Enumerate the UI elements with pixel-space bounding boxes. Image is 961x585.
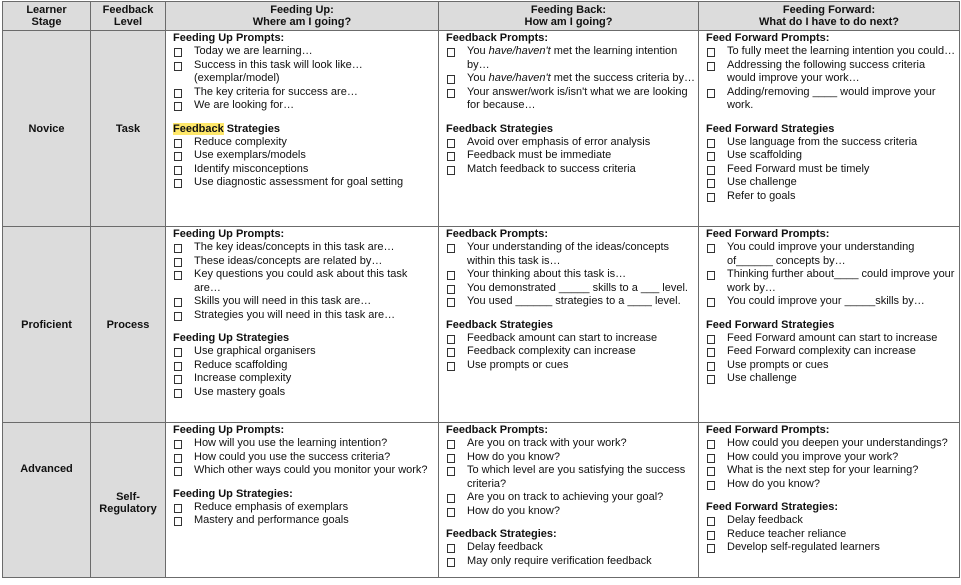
list-item: Are you on track to achieving your goal? bbox=[446, 491, 695, 505]
cell-feeding-up bbox=[166, 227, 439, 423]
list-item: Are you on track with your work? bbox=[446, 437, 695, 451]
list-item: Delay feedback bbox=[706, 514, 956, 528]
strategies-heading: Feed Forward Strategies bbox=[706, 122, 835, 135]
stage-novice: Novice bbox=[3, 31, 91, 227]
strategies-heading: Feeding Up Strategies: bbox=[173, 487, 293, 500]
list-item: These ideas/concepts are related by… bbox=[173, 255, 435, 269]
cell-feeding-back bbox=[439, 31, 699, 227]
list-item: Feedback must be immediate bbox=[446, 149, 695, 163]
list-item: You could improve your _____skills by… bbox=[706, 295, 956, 309]
strategies-heading: Feedback Strategies: bbox=[446, 528, 557, 540]
prompts-heading: Feeding Up Prompts: bbox=[173, 424, 285, 436]
prompts-heading: Feeding Up Prompts: bbox=[173, 228, 285, 240]
header-row bbox=[3, 2, 960, 31]
list-item: Adding/removing ____ would improve your work. bbox=[706, 86, 956, 113]
list-item: We are looking for… bbox=[173, 99, 435, 113]
list-item: Use challenge bbox=[706, 372, 956, 386]
level-process: Process bbox=[91, 227, 166, 423]
prompts-list bbox=[706, 45, 956, 113]
strategies-list bbox=[706, 136, 956, 204]
list-item: Avoid over emphasis of error analysis bbox=[446, 136, 695, 150]
strategies-heading: Feedback Strategies bbox=[173, 122, 280, 135]
strategies-list bbox=[173, 136, 435, 190]
list-item: You have/haven't met the learning intention by… bbox=[446, 45, 695, 72]
list-item: Your thinking about this task is… bbox=[446, 268, 695, 282]
prompts-list bbox=[446, 437, 695, 518]
stage-proficient: Proficient bbox=[3, 227, 91, 423]
strategies-heading: Feedback Strategies bbox=[446, 318, 553, 331]
prompts-heading: Feedback Prompts: bbox=[446, 32, 549, 44]
cell-feeding-back bbox=[439, 227, 699, 423]
list-item: Use prompts or cues bbox=[446, 359, 695, 373]
feedback-model-table bbox=[2, 1, 960, 578]
cell-feeding-up bbox=[166, 423, 439, 578]
list-item: Your answer/work is/isn't what we are looking for because… bbox=[446, 86, 695, 113]
list-item: Increase complexity bbox=[173, 372, 435, 386]
header-learner-stage: Learner Stage bbox=[3, 2, 91, 31]
strategies-heading: Feed Forward Strategies: bbox=[706, 501, 839, 513]
list-item: How do you know? bbox=[706, 478, 956, 492]
level-self-regulatory: Self- Regulatory bbox=[91, 423, 166, 578]
list-item: Feed Forward must be timely bbox=[706, 163, 956, 177]
list-item: Use challenge bbox=[706, 176, 956, 190]
header-feeding-forward: Feeding Forward: What do I have to do next? bbox=[699, 2, 960, 31]
list-item: You used ______ strategies to a ____ level. bbox=[446, 295, 695, 309]
list-item: Which other ways could you monitor your work? bbox=[173, 464, 435, 478]
list-item: Reduce teacher reliance bbox=[706, 528, 956, 542]
list-item: How could you improve your work? bbox=[706, 451, 956, 465]
list-item: You could improve your understanding of______ concepts by… bbox=[706, 241, 956, 268]
list-item: Delay feedback bbox=[446, 541, 695, 555]
list-item: How could you deepen your understandings? bbox=[706, 437, 956, 451]
strategies-list bbox=[446, 541, 695, 568]
list-item: The key ideas/concepts in this task are… bbox=[173, 241, 435, 255]
list-item: Feedback amount can start to increase bbox=[446, 332, 695, 346]
prompts-list bbox=[173, 45, 435, 113]
strategies-list bbox=[706, 332, 956, 386]
list-item: Feedback complexity can increase bbox=[446, 345, 695, 359]
list-item: Develop self-regulated learners bbox=[706, 541, 956, 555]
prompts-heading: Feedback Prompts: bbox=[446, 228, 549, 240]
list-item: Today we are learning… bbox=[173, 45, 435, 59]
cell-feeding-back bbox=[439, 423, 699, 578]
strategies-heading: Feedback Strategies bbox=[446, 122, 553, 135]
list-item: Addressing the following success criteria would improve your work… bbox=[706, 59, 956, 86]
prompts-heading: Feed Forward Prompts: bbox=[706, 32, 830, 44]
list-item: The key criteria for success are… bbox=[173, 86, 435, 100]
prompts-list bbox=[446, 45, 695, 113]
list-item: Key questions you could ask about this task are… bbox=[173, 268, 435, 295]
table-row bbox=[3, 227, 960, 423]
list-item: Feed Forward complexity can increase bbox=[706, 345, 956, 359]
list-item: Identify misconceptions bbox=[173, 163, 435, 177]
level-task: Task bbox=[91, 31, 166, 227]
strategies-list bbox=[173, 345, 435, 399]
strategies-list bbox=[446, 136, 695, 177]
prompts-list bbox=[173, 437, 435, 478]
list-item: Refer to goals bbox=[706, 190, 956, 204]
cell-feed-forward bbox=[699, 31, 960, 227]
list-item: Use scaffolding bbox=[706, 149, 956, 163]
prompts-list bbox=[706, 437, 956, 491]
table-row bbox=[3, 31, 960, 227]
cell-feed-forward bbox=[699, 227, 960, 423]
cell-feed-forward bbox=[699, 423, 960, 578]
table-row bbox=[3, 423, 960, 578]
strategies-heading: Feeding Up Strategies bbox=[173, 332, 290, 344]
list-item: How will you use the learning intention? bbox=[173, 437, 435, 451]
list-item: How do you know? bbox=[446, 451, 695, 465]
list-item: Your understanding of the ideas/concepts within this task is… bbox=[446, 241, 695, 268]
list-item: How do you know? bbox=[446, 505, 695, 519]
list-item: Use exemplars/models bbox=[173, 149, 435, 163]
list-item: Use diagnostic assessment for goal setting bbox=[173, 176, 435, 190]
prompts-heading: Feedback Prompts: bbox=[446, 424, 549, 436]
list-item: What is the next step for your learning? bbox=[706, 464, 956, 478]
list-item: Use prompts or cues bbox=[706, 359, 956, 373]
list-item: Feed Forward amount can start to increase bbox=[706, 332, 956, 346]
list-item: To fully meet the learning intention you could… bbox=[706, 45, 956, 59]
list-item: How could you use the success criteria? bbox=[173, 451, 435, 465]
strategies-heading: Feed Forward Strategies bbox=[706, 318, 835, 331]
prompts-list bbox=[706, 241, 956, 309]
header-feedback-level: Feedback Level bbox=[91, 2, 166, 31]
header-feeding-back: Feeding Back: How am I going? bbox=[439, 2, 699, 31]
strategies-list bbox=[173, 501, 435, 528]
list-item: Thinking further about____ could improve your work by… bbox=[706, 268, 956, 295]
prompts-heading: Feed Forward Prompts: bbox=[706, 228, 830, 240]
header-feeding-up: Feeding Up: Where am I going? bbox=[166, 2, 439, 31]
list-item: Success in this task will look like…(exemplar/model) bbox=[173, 59, 435, 86]
prompts-list bbox=[446, 241, 695, 309]
list-item: Use mastery goals bbox=[173, 386, 435, 400]
list-item: Strategies you will need in this task are… bbox=[173, 309, 435, 323]
list-item: To which level are you satisfying the success criteria? bbox=[446, 464, 695, 491]
highlighted-word: Feedback bbox=[173, 122, 224, 135]
list-item: You have/haven't met the success criteria by… bbox=[446, 72, 695, 86]
list-item: Match feedback to success criteria bbox=[446, 163, 695, 177]
list-item: Skills you will need in this task are… bbox=[173, 295, 435, 309]
prompts-heading: Feed Forward Prompts: bbox=[706, 424, 830, 436]
strategies-list bbox=[706, 514, 956, 555]
prompts-list bbox=[173, 241, 435, 322]
list-item: Reduce scaffolding bbox=[173, 359, 435, 373]
list-item: Reduce complexity bbox=[173, 136, 435, 150]
prompts-heading: Feeding Up Prompts: bbox=[173, 32, 285, 44]
stage-advanced: Advanced bbox=[3, 423, 91, 578]
cell-feeding-up bbox=[166, 31, 439, 227]
list-item: May only require verification feedback bbox=[446, 555, 695, 569]
list-item: Use language from the success criteria bbox=[706, 136, 956, 150]
list-item: Mastery and performance goals bbox=[173, 514, 435, 528]
strategies-list bbox=[446, 332, 695, 373]
list-item: Reduce emphasis of exemplars bbox=[173, 501, 435, 515]
list-item: Use graphical organisers bbox=[173, 345, 435, 359]
list-item: You demonstrated _____ skills to a ___ level. bbox=[446, 282, 695, 296]
